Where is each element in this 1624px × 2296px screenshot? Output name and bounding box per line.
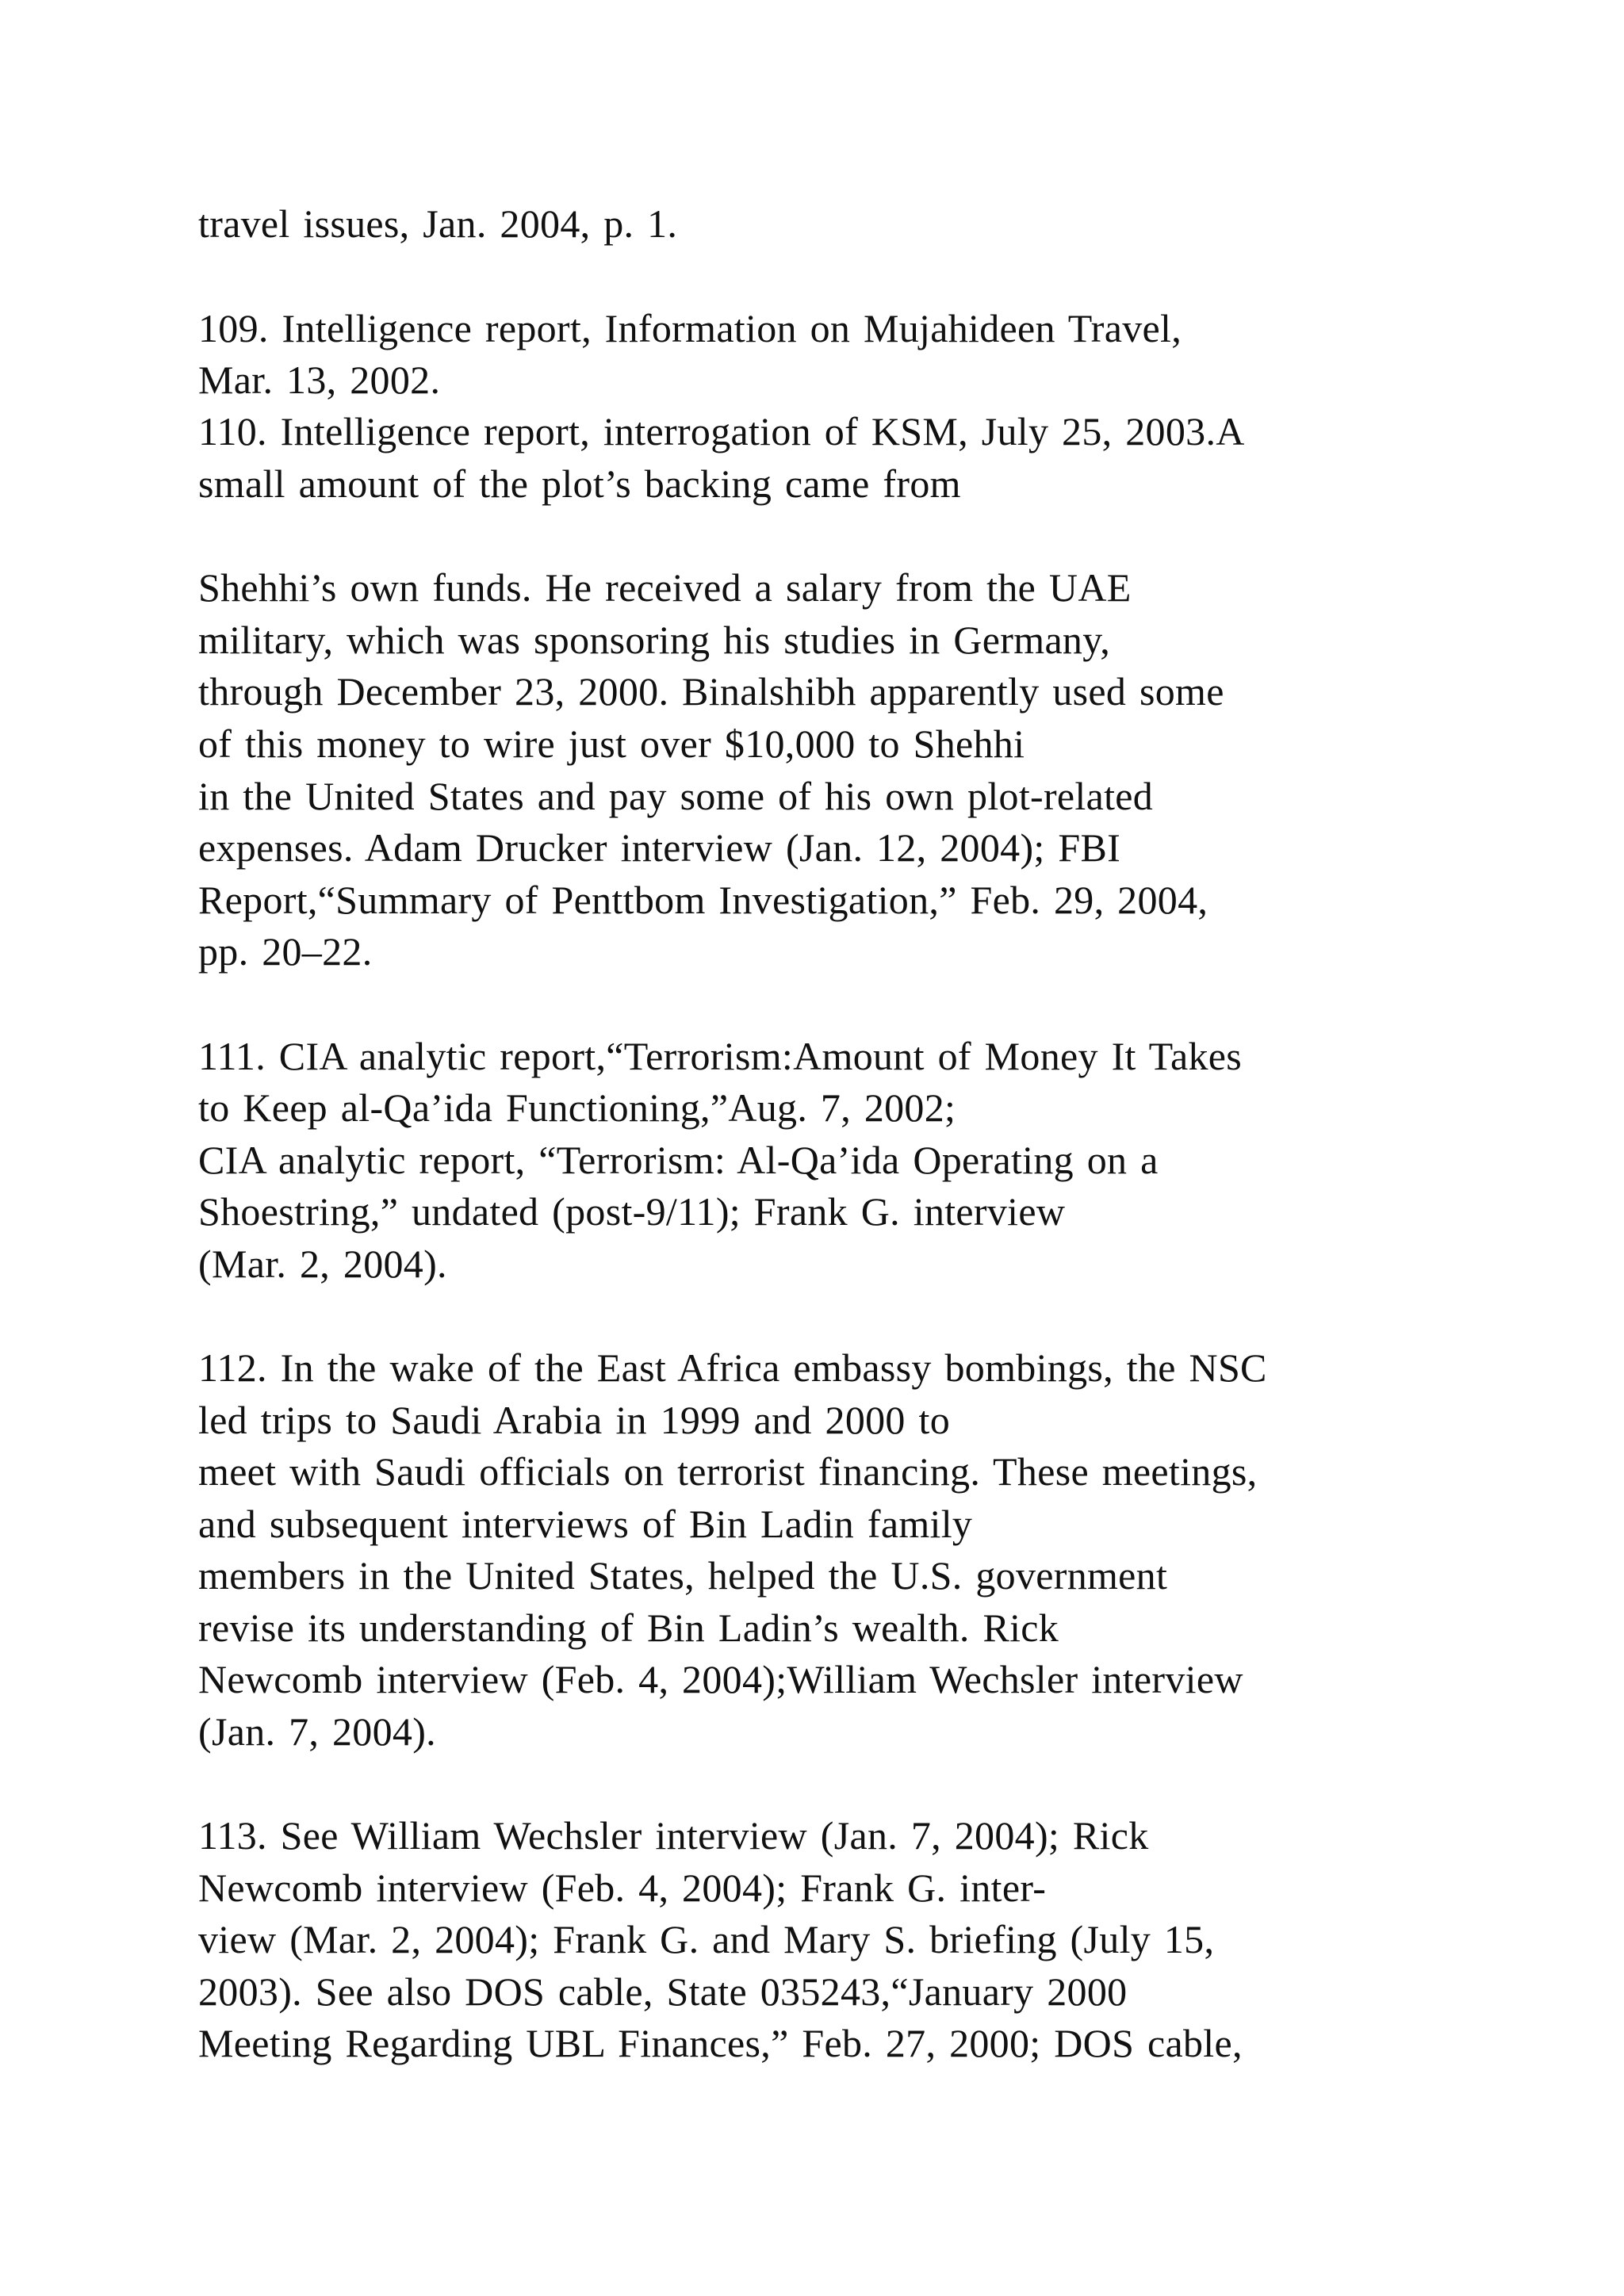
- text-line: Shoestring,” undated (post-9/11); Frank G. interview: [198, 1189, 1066, 1234]
- text-line: Shehhi’s own funds. He received a salary from the UAE: [198, 565, 1132, 610]
- text-line: Newcomb interview (Feb. 4, 2004);William Wechsler interview: [198, 1657, 1243, 1701]
- text-line: Newcomb interview (Feb. 4, 2004); Frank G. inter-: [198, 1866, 1047, 1910]
- text-line: 109. Intelligence report, Information on Mujahideen Travel,: [198, 306, 1182, 350]
- text-line: Meeting Regarding UBL Finances,” Feb. 27, 2000; DOS cable,: [198, 2021, 1243, 2065]
- text-line: through December 23, 2000. Binalshibh apparently used some: [198, 669, 1224, 714]
- text-line: 112. In the wake of the East Africa embassy bombings, the NSC: [198, 1345, 1267, 1390]
- text-line: CIA analytic report, “Terrorism: Al-Qa’ida Operating on a: [198, 1138, 1159, 1182]
- text-line: 111. CIA analytic report,“Terrorism:Amount of Money It Takes: [198, 1034, 1243, 1078]
- text-line: revise its understanding of Bin Ladin’s wealth. Rick: [198, 1605, 1059, 1650]
- text-line: Mar. 13, 2002.: [198, 358, 441, 402]
- text-line: 113. See William Wechsler interview (Jan. 7, 2004); Rick: [198, 1813, 1149, 1858]
- text-line: small amount of the plot’s backing came from: [198, 461, 961, 506]
- text-line: military, which was sponsoring his studies in Germany,: [198, 618, 1111, 662]
- text-line: view (Mar. 2, 2004); Frank G. and Mary S. briefing (July 15,: [198, 1917, 1215, 1961]
- text-line: 110. Intelligence report, interrogation of KSM, July 25, 2003.A: [198, 409, 1245, 453]
- text-line: members in the United States, helped the U.S. government: [198, 1553, 1168, 1598]
- text-line: expenses. Adam Drucker interview (Jan. 12, 2004); FBI: [198, 825, 1121, 870]
- text-line: led trips to Saudi Arabia in 1999 and 2000 to: [198, 1398, 951, 1442]
- text-line: and subsequent interviews of Bin Ladin family: [198, 1502, 973, 1546]
- text-line: to Keep al-Qa’ida Functioning,”Aug. 7, 2002;: [198, 1085, 956, 1130]
- text-line: travel issues, Jan. 2004, p. 1.: [198, 201, 678, 246]
- text-line: pp. 20–22.: [198, 929, 373, 974]
- text-line: in the United States and pay some of his own plot-related: [198, 774, 1154, 818]
- text-line: (Mar. 2, 2004).: [198, 1242, 447, 1286]
- text-line: 2003). See also DOS cable, State 035243,“January 2000: [198, 1969, 1128, 2014]
- text-line: (Jan. 7, 2004).: [198, 1709, 436, 1754]
- text-line: Report,“Summary of Penttbom Investigation,” Feb. 29, 2004,: [198, 878, 1208, 922]
- text-line: meet with Saudi officials on terrorist financing. These meetings,: [198, 1449, 1258, 1494]
- text-line: of this money to wire just over $10,000 to Shehhi: [198, 721, 1025, 766]
